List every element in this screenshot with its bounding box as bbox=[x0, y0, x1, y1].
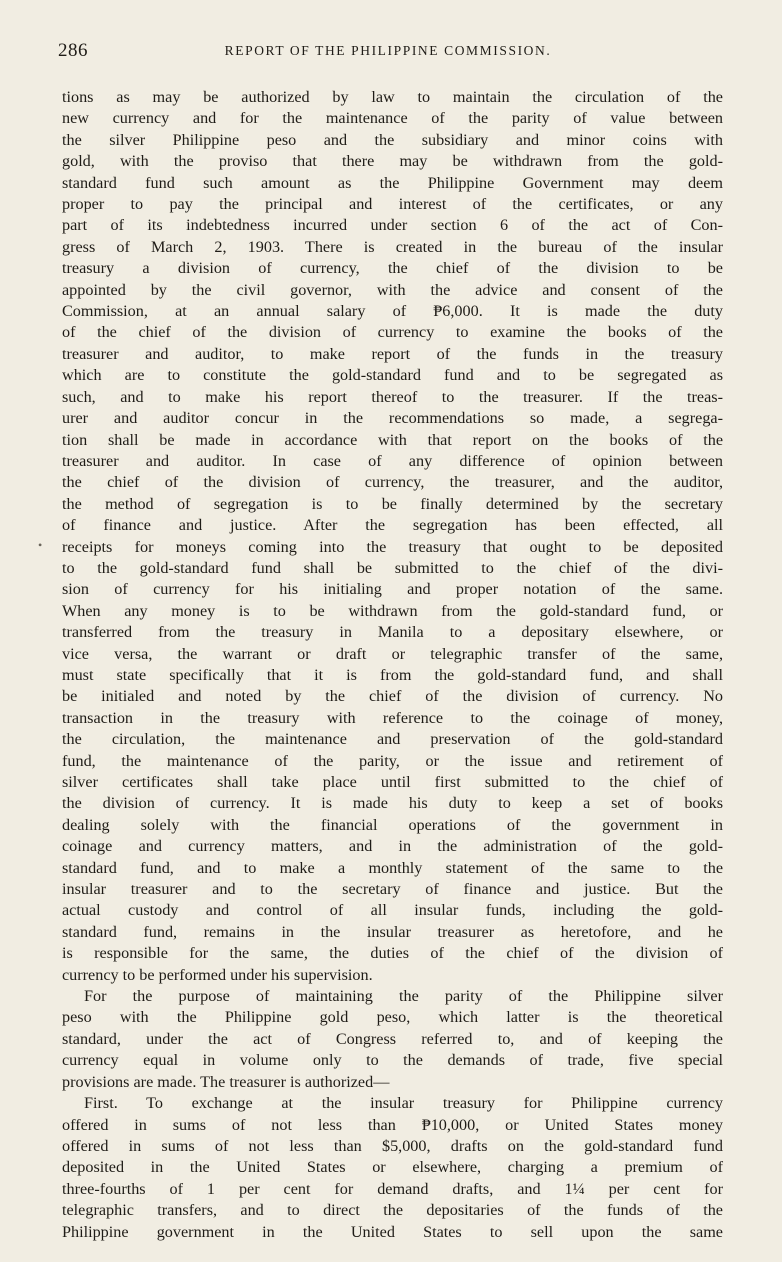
text-line: insular treasurer and to the secretary of finance and justice. But the bbox=[62, 880, 723, 899]
text-line: peso with the Philippine gold peso, which latter is the theoretical bbox=[62, 1008, 723, 1027]
text-line: of the chief of the division of currency to examine the books of the bbox=[62, 323, 723, 342]
text-line: which are to constitute the gold-standard fund and to be segregated as bbox=[62, 366, 723, 385]
text-line: fund, the maintenance of the parity, or the issue and retirement of bbox=[62, 751, 723, 770]
text-line: tions as may be authorized by law to maintain the circulation of the bbox=[62, 88, 723, 106]
body-text bbox=[62, 87, 723, 1243]
text-line: telegraphic transfers, and to direct the depositaries of the funds of the bbox=[62, 1201, 723, 1220]
page-header bbox=[58, 40, 718, 62]
text-line: proper to pay the principal and interest of the certificates, or any bbox=[62, 195, 723, 214]
text-line: standard fund, and to make a monthly statement of the same to the bbox=[62, 858, 723, 877]
text-line: provisions are made. The treasurer is authorized— bbox=[62, 1072, 390, 1091]
text-line: sion of currency for his initialing and proper notation of the same. bbox=[62, 580, 723, 599]
text-line: new currency and for the maintenance of the parity of value between bbox=[62, 109, 723, 128]
text-line: to the gold-standard fund shall be submitted to the chief of the divi- bbox=[62, 558, 723, 577]
text-line: tion shall be made in accordance with that report on the books of the bbox=[62, 430, 723, 449]
text-line: three-fourths of 1 per cent for demand drafts, and 1¼ per cent for bbox=[62, 1179, 723, 1198]
text-line: standard fund, remains in the insular treasurer as heretofore, and he bbox=[62, 922, 723, 941]
text-line: the silver Philippine peso and the subsidiary and minor coins with bbox=[62, 130, 723, 149]
text-line: gress of March 2, 1903. There is created in the bureau of the insular bbox=[62, 237, 723, 256]
text-line: the circulation, the maintenance and preservation of the gold-standard bbox=[62, 730, 723, 749]
text-line: must state specifically that it is from the gold-standard fund, and shall bbox=[62, 665, 723, 684]
text-line: vice versa, the warrant or draft or telegraphic transfer of the same, bbox=[62, 644, 723, 663]
text-line: the division of currency. It is made his duty to keep a set of books bbox=[62, 794, 723, 813]
page-number: 286 bbox=[58, 40, 88, 61]
text-line: transferred from the treasury in Manila to a depositary elsewhere, or bbox=[62, 623, 723, 642]
text-line: part of its indebtedness incurred under section 6 of the act of Con- bbox=[62, 216, 723, 235]
text-line: currency equal in volume only to the demands of trade, five special bbox=[62, 1051, 723, 1070]
text-line: deposited in the United States or elsewhere, charging a premium of bbox=[62, 1158, 723, 1177]
text-line: treasurer and auditor. In case of any difference of opinion between bbox=[62, 451, 723, 470]
text-line: coinage and currency matters, and in the administration of the gold- bbox=[62, 837, 723, 856]
text-line: offered in sums of not less than ₱10,000, or United States money bbox=[62, 1115, 723, 1134]
text-line: urer and auditor concur in the recommendations so made, a segrega- bbox=[62, 409, 723, 428]
text-line: transaction in the treasury with reference to the coinage of money, bbox=[62, 708, 723, 727]
text-line: standard fund such amount as the Philippine Government may deem bbox=[62, 173, 723, 192]
text-line: be initialed and noted by the chief of the division of currency. No bbox=[62, 687, 723, 706]
text-line: offered in sums of not less than $5,000, drafts on the gold-standard fund bbox=[62, 1136, 723, 1155]
text-line: First. To exchange at the insular treasury for Philippine currency bbox=[84, 1094, 723, 1113]
text-line: silver certificates shall take place until first submitted to the chief of bbox=[62, 773, 723, 791]
text-line: of finance and justice. After the segregation has been effected, all bbox=[62, 516, 723, 535]
text-line: currency to be performed under his supervision. bbox=[62, 965, 373, 984]
margin-mark: • bbox=[38, 538, 43, 552]
text-line: the chief of the division of currency, the treasurer, and the auditor, bbox=[62, 473, 723, 492]
text-line: dealing solely with the financial operations of the government in bbox=[62, 815, 723, 834]
text-line: standard, under the act of Congress referred to, and of keeping the bbox=[62, 1029, 723, 1048]
text-line: actual custody and control of all insular funds, including the gold- bbox=[62, 901, 723, 920]
text-line: Commission, at an annual salary of ₱6,000. It is made the duty bbox=[62, 302, 723, 321]
text-line: such, and to make his report thereof to the treasurer. If the treas- bbox=[62, 387, 723, 406]
running-head: REPORT OF THE PHILIPPINE COMMISSION. bbox=[224, 43, 552, 58]
text-line: the method of segregation is to be finally determined by the secretary bbox=[62, 494, 723, 513]
text-line: appointed by the civil governor, with the advice and consent of the bbox=[62, 280, 723, 299]
text-line: gold, with the proviso that there may be withdrawn from the gold- bbox=[62, 152, 723, 171]
text-line: treasurer and auditor, to make report of the funds in the treasury bbox=[62, 344, 723, 363]
text-line: treasury a division of currency, the chief of the division to be bbox=[62, 259, 723, 278]
text-line: is responsible for the same, the duties of the chief of the division of bbox=[62, 944, 723, 963]
text-line: receipts for moneys coming into the treasury that ought to be deposited bbox=[62, 537, 723, 556]
text-line: For the purpose of maintaining the parity of the Philippine silver bbox=[84, 987, 723, 1006]
text-line: Philippine government in the United States to sell upon the same bbox=[62, 1222, 723, 1241]
text-line: When any money is to be withdrawn from the gold-standard fund, or bbox=[62, 601, 723, 620]
